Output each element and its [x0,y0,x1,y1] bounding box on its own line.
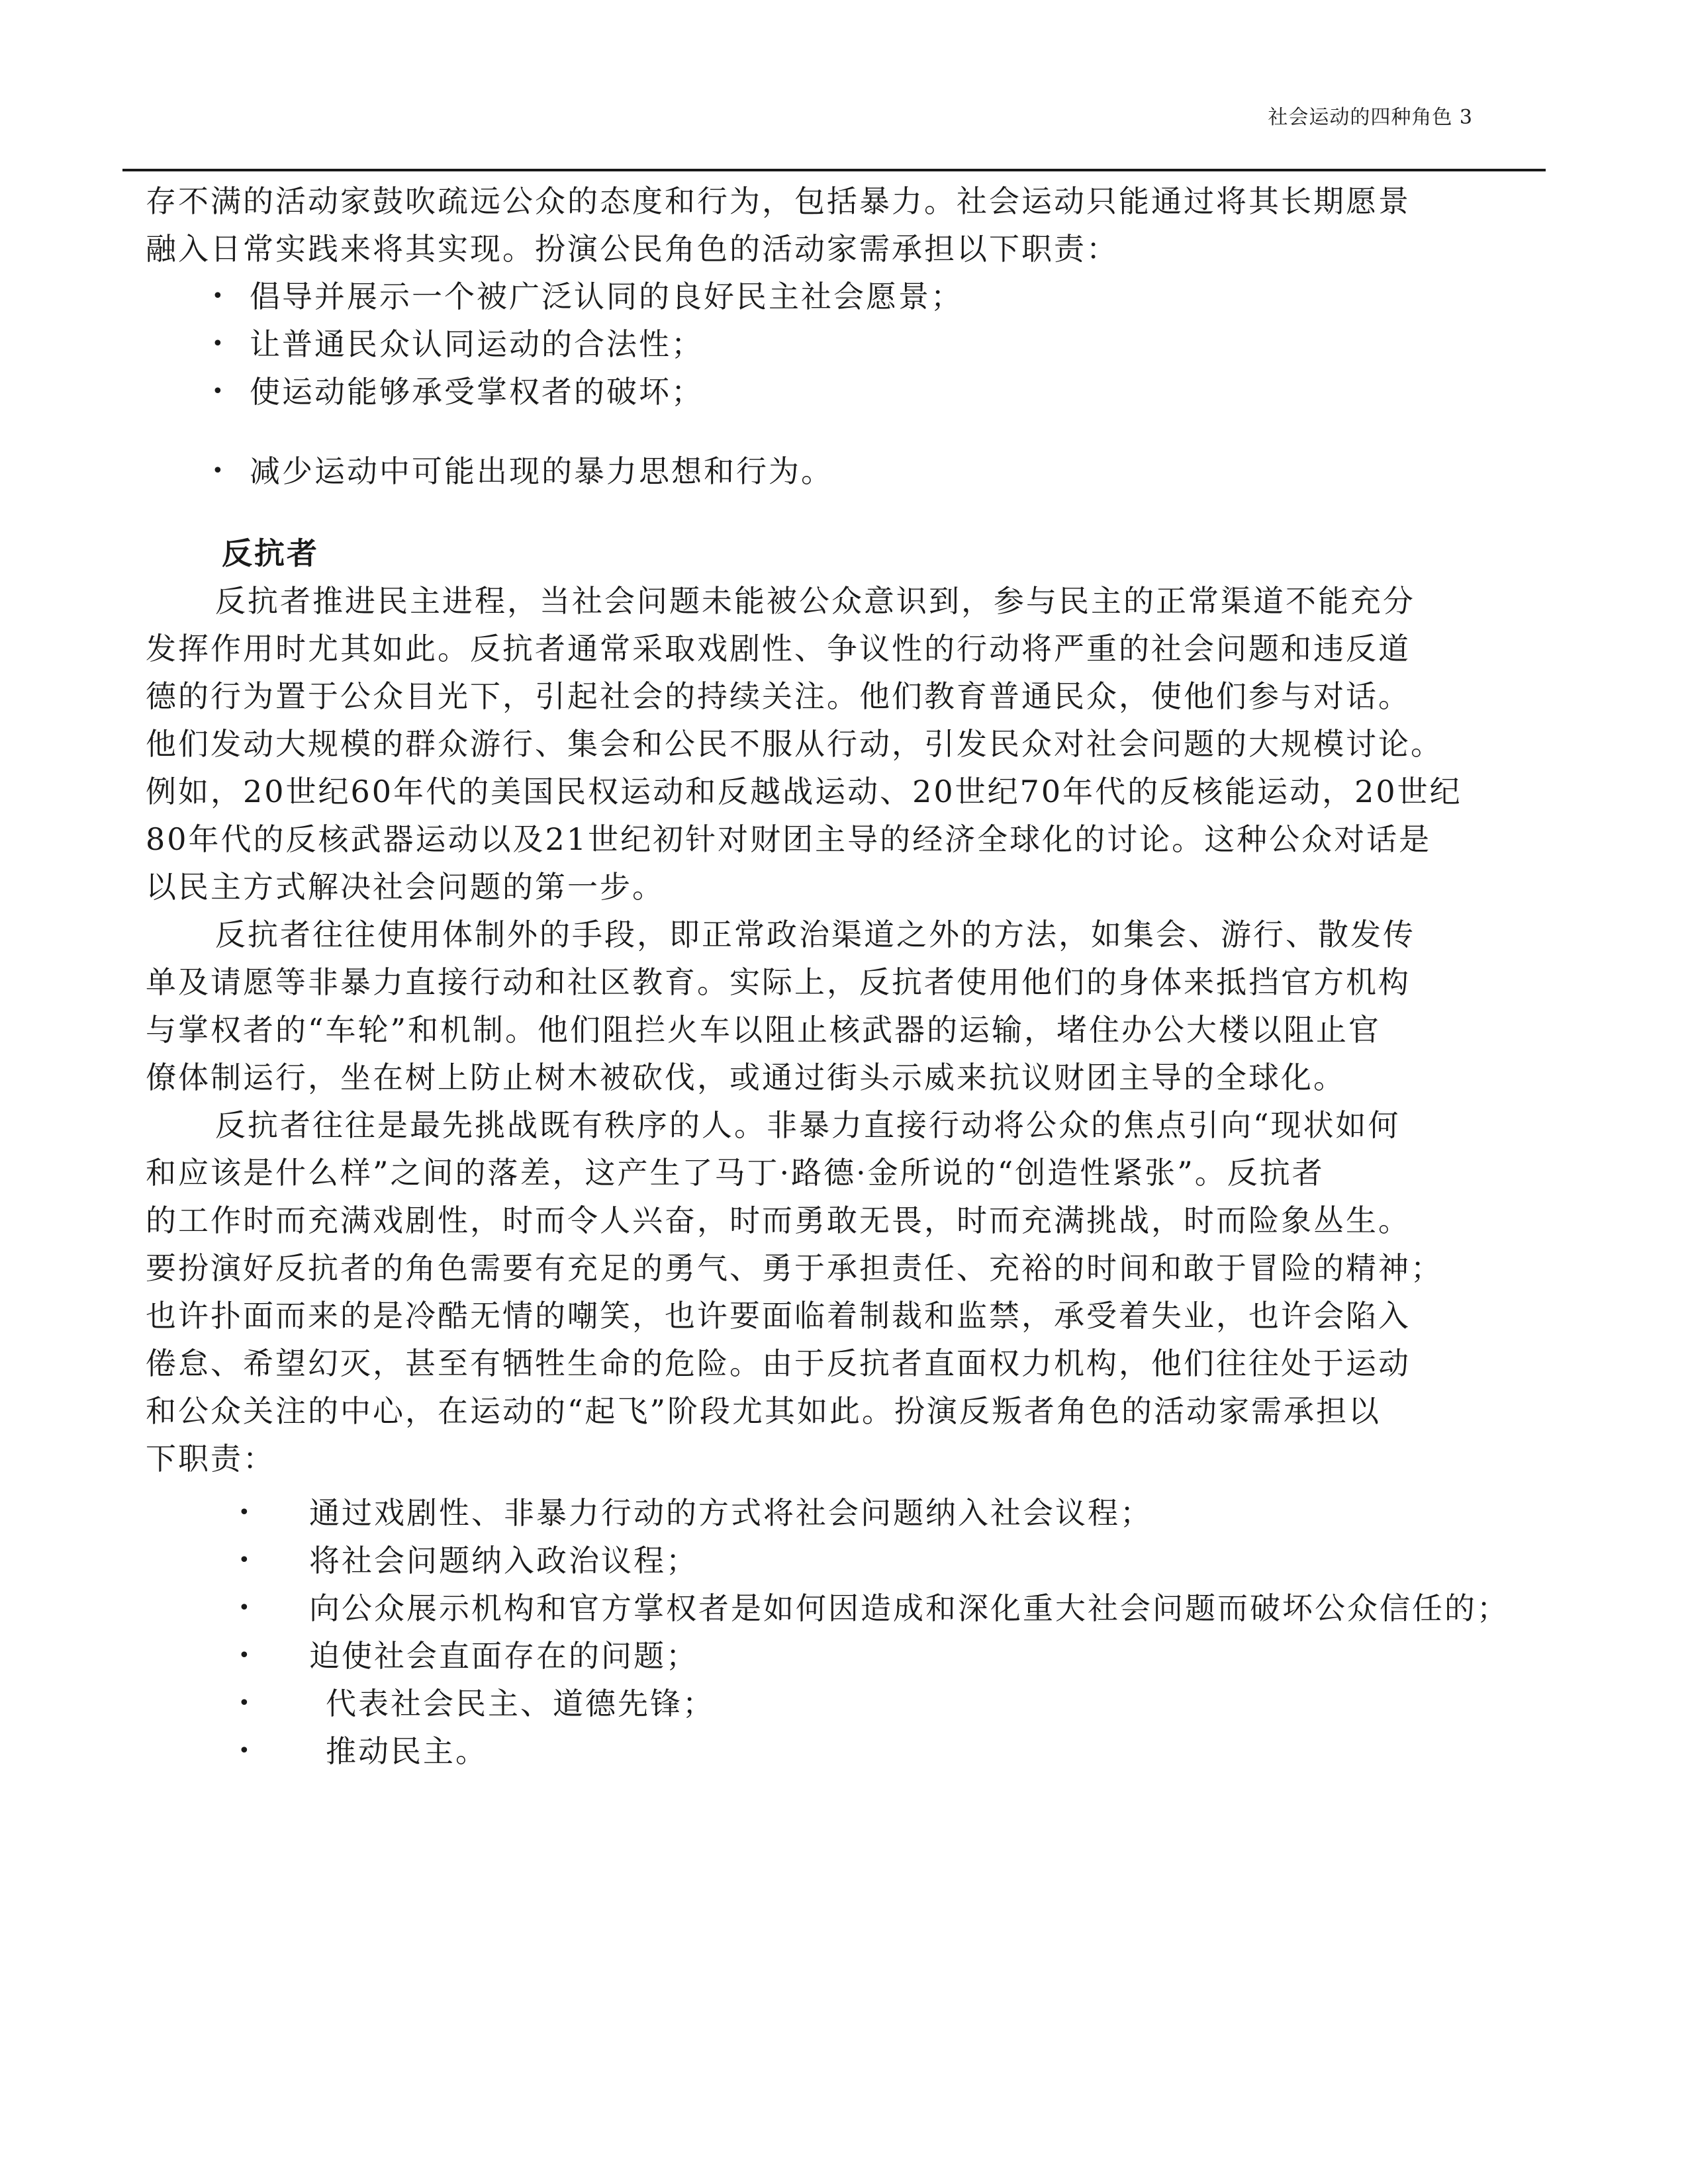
bullet-icon: • [238,1596,252,1619]
list-item-text: 让普通民众认同运动的合法性； [250,326,704,362]
bullet-icon: • [212,380,226,403]
list-item [146,320,1575,368]
paragraph-line: 发挥作用时尤其如此。反抗者通常采取戏剧性、争议性的行动将严重的社会问题和违反道 [146,631,1411,666]
paragraph-line: 反抗者往往使用体制外的手段，即正常政治渠道之外的方法，如集会、游行、散发传 [215,917,1415,952]
paragraph-line: 反抗者往往是最先挑战既有秩序的人。非暴力直接行动将公众的焦点引向“现状如何 [215,1107,1401,1143]
list-item-text: 通过戏剧性、非暴力行动的方式将社会问题纳入社会议程； [309,1495,1152,1531]
paragraph-line: 僚体制运行，坐在树上防止树木被砍伐，或通过街头示威来抗议财团主导的全球化。 [146,1060,1346,1095]
paragraph-line: 他们发动大规模的群众游行、集会和公民不服从行动，引发民众对社会问题的大规模讨论。 [146,726,1443,762]
paragraph-line: 和公众关注的中心，在运动的“起飞”阶段尤其如此。扮演反叛者角色的活动家需承担以 [146,1393,1382,1429]
list-item-text: 倡导并展示一个被广泛认同的良好民主社会愿景； [250,279,963,314]
paragraph-line: 融入日常实践来将其实现。扮演公民角色的活动家需承担以下职责： [146,231,1119,267]
bullet-icon: • [238,1644,252,1667]
bullet-icon: • [238,1501,252,1524]
header-rule [122,169,1546,171]
paragraph-line: 倦怠、希望幻灭，甚至有牺牲生命的危险。由于反抗者直面权力机构，他们往往处于运动 [146,1345,1411,1381]
paragraph-line: 单及请愿等非暴力直接行动和社区教育。实际上，反抗者使用他们的身体来抵挡官方机构 [146,964,1411,1000]
list-item [146,368,1575,416]
list-item-text: 向公众展示机构和官方掌权者是如何因造成和深化重大社会问题而破坏公众信任的； [309,1590,1509,1626]
section-heading-rebel: 反抗者 [222,535,319,571]
bullet-icon: • [238,1739,252,1762]
intro-paragraph [146,177,1575,273]
paragraph-line: 德的行为置于公众目光下，引起社会的持续关注。他们教育普通民众，使他们参与对话。 [146,678,1411,714]
rebel-paragraph-1 [146,577,1575,911]
paragraph-line: 80年代的反核武器运动以及21世纪初针对财团主导的经济全球化的讨论。这种公众对话是 [146,821,1432,857]
list-item-text: 迫使社会直面存在的问题； [309,1638,698,1674]
list-item-text: 使运动能够承受掌权者的破坏； [250,374,704,410]
paragraph-line: 的工作时而充满戏剧性，时而令人兴奋，时而勇敢无畏，时而充满挑战，时而险象丛生。 [146,1203,1411,1238]
list-item [146,1537,1575,1584]
rebel-duties-list [146,1489,1575,1775]
paragraph-line: 下职责： [146,1441,275,1477]
list-item [146,1680,1575,1727]
bullet-icon: • [212,459,226,482]
page-body [146,177,1575,1775]
paragraph-line: 与掌权者的“车轮”和机制。他们阻拦火车以阻止核武器的运输，堵住办公大楼以阻止官 [146,1012,1382,1048]
list-item [146,1584,1575,1632]
citizen-duties-list [146,273,1575,495]
rebel-paragraph-3 [146,1101,1575,1482]
bullet-icon: • [238,1549,252,1572]
list-item [146,273,1575,320]
running-header: 社会运动的四种角色 3 [1268,106,1473,129]
paragraph-line: 要扮演好反抗者的角色需要有充足的勇气、勇于承担责任、充裕的时间和敢于冒险的精神； [146,1250,1443,1286]
list-item [146,1632,1575,1680]
list-item-text: 推动民主。 [326,1733,488,1769]
paragraph-line: 存不满的活动家鼓吹疏远公众的态度和行为，包括暴力。社会运动只能通过将其长期愿景 [146,183,1411,219]
bullet-icon: • [238,1692,252,1715]
list-item-text: 代表社会民主、道德先锋； [326,1686,715,1721]
paragraph-line: 反抗者推进民主进程，当社会问题未能被公众意识到，参与民主的正常渠道不能充分 [215,583,1415,619]
list-item [146,447,1575,495]
bullet-icon: • [212,285,226,308]
paragraph-line: 以民主方式解决社会问题的第一步。 [146,869,665,905]
bullet-icon: • [212,332,226,355]
paragraph-line: 和应该是什么样”之间的落差，这产生了马丁·路德·金所说的“创造性紧张”。反抗者 [146,1155,1325,1191]
list-item-text: 将社会问题纳入政治议程； [309,1543,698,1578]
paragraph-line: 例如，20世纪60年代的美国民权运动和反越战运动、20世纪70年代的反核能运动，20世纪 [146,774,1462,809]
paragraph-line: 也许扑面而来的是冷酷无情的嘲笑，也许要面临着制裁和监禁，承受着失业，也许会陷入 [146,1298,1411,1334]
list-item-text: 减少运动中可能出现的暴力思想和行为。 [250,453,833,489]
rebel-paragraph-2 [146,911,1575,1101]
list-item [146,1727,1575,1775]
list-item [146,1489,1575,1537]
